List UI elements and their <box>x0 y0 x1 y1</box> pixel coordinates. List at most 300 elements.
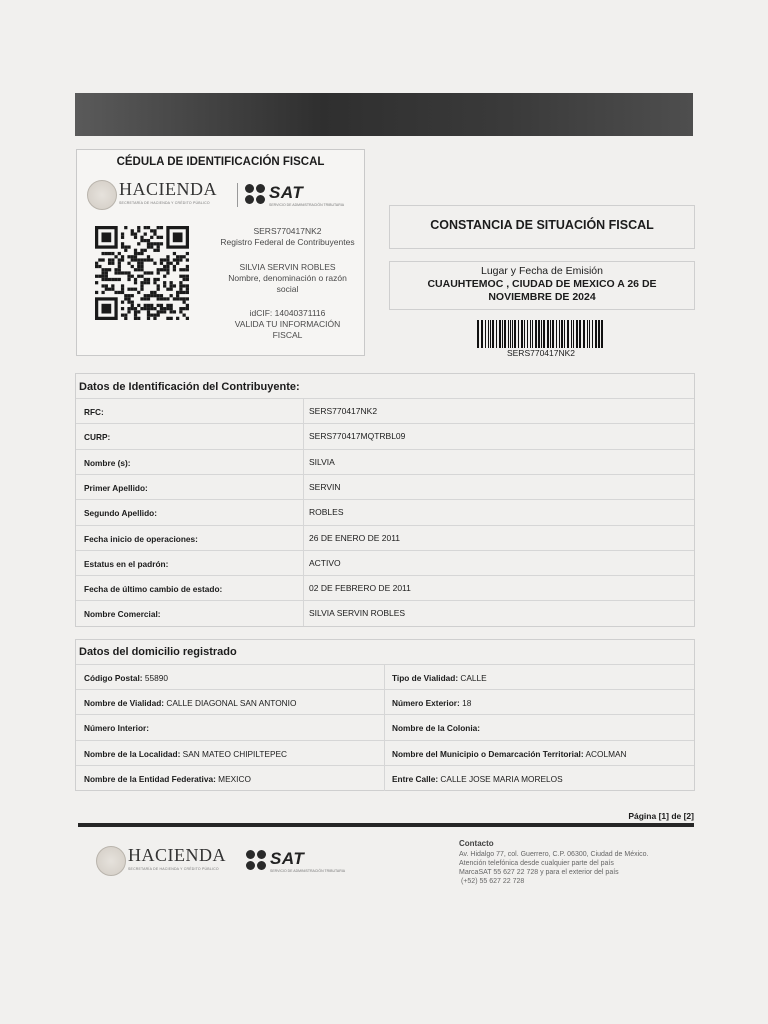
qr-module <box>147 239 150 242</box>
qr-module <box>121 258 124 261</box>
qr-module <box>118 262 121 265</box>
qr-module <box>114 255 117 258</box>
right-cell <box>392 673 487 683</box>
qr-module <box>131 304 134 307</box>
qr-module <box>153 291 156 294</box>
qr-finder-module <box>101 304 111 314</box>
table-row <box>76 423 694 449</box>
qr-module <box>157 284 160 287</box>
row-value: ACTIVO <box>309 557 341 568</box>
qr-module <box>183 314 186 317</box>
left-label: Nombre de la Entidad Federativa: <box>84 773 216 784</box>
qr-module <box>105 284 108 287</box>
qr-module <box>153 249 156 252</box>
row-label: RFC: <box>84 407 104 417</box>
barcode-bar <box>571 320 572 348</box>
qr-module <box>186 278 189 281</box>
footer-sat-logo-subtitle: SERVICIO DE ADMINISTRACIÓN TRIBUTARIA <box>270 869 346 873</box>
barcode-bar <box>601 320 603 348</box>
left-value: CALLE DIAGONAL SAN ANTONIO <box>166 698 297 709</box>
page-indicator: Página [1] de [2] <box>628 811 694 821</box>
right-cell <box>392 698 471 708</box>
qr-module <box>150 291 153 294</box>
qr-module <box>144 249 147 252</box>
barcode-bar <box>573 320 574 348</box>
left-label: Número Interior: <box>84 723 149 734</box>
qr-module <box>179 291 182 294</box>
qr-code[interactable] <box>95 226 189 320</box>
qr-module <box>95 275 98 278</box>
qr-module <box>140 249 143 252</box>
qr-module <box>118 252 121 255</box>
qr-module <box>179 297 182 300</box>
barcode-bar <box>490 320 491 348</box>
barcode-bar <box>576 320 578 348</box>
cedula-name-caption-2: social <box>276 284 299 294</box>
qr-module <box>170 294 173 297</box>
qr-module <box>166 304 169 307</box>
qr-module <box>108 278 111 281</box>
qr-module <box>121 236 124 239</box>
barcode-bar <box>561 320 563 348</box>
qr-module <box>137 291 140 294</box>
left-value: 55890 <box>144 673 168 683</box>
qr-module <box>124 297 127 300</box>
qr-module <box>137 275 140 278</box>
sat-logo-text: SAT <box>269 183 304 202</box>
qr-module <box>144 232 147 235</box>
barcode-bar <box>496 320 497 348</box>
lugar-line-2: NOVIEMBRE DE 2024 <box>488 291 596 303</box>
qr-module <box>153 229 156 232</box>
qr-module <box>186 275 189 278</box>
column-divider <box>303 576 304 601</box>
qr-module <box>163 307 166 310</box>
column-divider <box>303 551 304 576</box>
qr-module <box>176 294 179 297</box>
qr-module <box>176 255 179 258</box>
table-row <box>76 499 694 525</box>
qr-module <box>131 307 134 310</box>
qr-module <box>170 262 173 265</box>
qr-module <box>111 262 114 265</box>
qr-module <box>121 271 124 274</box>
qr-module <box>157 314 160 317</box>
qr-module <box>121 242 124 245</box>
barcode-bar <box>579 320 581 348</box>
qr-module <box>137 226 140 229</box>
qr-module <box>140 262 143 265</box>
qr-module <box>166 265 169 268</box>
qr-module <box>173 265 176 268</box>
qr-module <box>108 262 111 265</box>
barcode-bar <box>556 320 557 348</box>
barcode-bar <box>598 320 600 348</box>
qr-module <box>127 288 130 291</box>
qr-module <box>186 265 189 268</box>
footer-sat-logo-text: SAT <box>270 849 305 868</box>
qr-module <box>105 275 108 278</box>
qr-module <box>160 242 163 245</box>
qr-module <box>118 271 121 274</box>
qr-module <box>131 232 134 235</box>
constancia-box <box>389 205 695 249</box>
qr-finder-module <box>173 232 183 242</box>
qr-module <box>111 284 114 287</box>
qr-module <box>160 304 163 307</box>
qr-module <box>124 314 127 317</box>
contacto-line: Av. Hidalgo 77, col. Guerrero, C.P. 06300, Ciudad de México. <box>459 851 649 858</box>
left-cell <box>84 673 168 683</box>
qr-module <box>166 317 169 320</box>
right-label: Número Exterior: <box>392 698 460 709</box>
qr-module <box>183 268 186 271</box>
qr-module <box>134 278 137 281</box>
qr-module <box>137 265 140 268</box>
qr-module <box>147 271 150 274</box>
qr-module <box>157 294 160 297</box>
qr-module <box>131 258 134 261</box>
qr-module <box>140 258 143 261</box>
qr-module <box>173 258 176 261</box>
qr-module <box>144 271 147 274</box>
qr-module <box>147 258 150 261</box>
left-cell <box>84 749 287 759</box>
cedula-card <box>76 149 365 356</box>
qr-module <box>111 278 114 281</box>
row-label: Fecha inicio de operaciones: <box>84 533 198 544</box>
row-value: SERVIN <box>309 481 341 492</box>
qr-module <box>134 249 137 252</box>
cedula-valida-1: VALIDA TU INFORMACIÓN <box>234 319 341 329</box>
contacto-line: MarcaSAT 55 627 22 728 y para el exterior del país <box>459 869 619 876</box>
cedula-idcif: idCIF: 14040371116 <box>249 308 326 318</box>
qr-module <box>140 275 143 278</box>
qr-module <box>101 291 104 294</box>
qr-module <box>137 262 140 265</box>
qr-module <box>137 242 140 245</box>
qr-module <box>101 258 104 261</box>
row-label: Primer Apellido: <box>84 482 148 493</box>
logo-divider <box>237 183 238 207</box>
qr-module <box>147 297 150 300</box>
qr-module <box>170 310 173 313</box>
qr-module <box>166 271 169 274</box>
right-value: CALLE <box>460 673 487 683</box>
barcode-bar <box>502 320 503 348</box>
qr-module <box>153 242 156 245</box>
qr-module <box>150 271 153 274</box>
cedula-name: SILVIA SERVIN ROBLES <box>239 262 336 272</box>
qr-module <box>157 297 160 300</box>
qr-module <box>179 258 182 261</box>
qr-module <box>160 297 163 300</box>
qr-module <box>186 307 189 310</box>
qr-module <box>150 236 153 239</box>
column-divider <box>384 766 385 791</box>
qr-module <box>183 255 186 258</box>
qr-module <box>163 284 166 287</box>
qr-module <box>173 268 176 271</box>
left-label: Nombre de la Localidad: <box>84 748 181 759</box>
hacienda-logo-subtitle: SECRETARÍA DE HACIENDA Y CRÉDITO PÚBLICO <box>119 201 210 205</box>
right-cell <box>392 774 563 784</box>
qr-module <box>147 242 150 245</box>
qr-module <box>140 265 143 268</box>
qr-module <box>140 307 143 310</box>
qr-module <box>144 278 147 281</box>
qr-module <box>160 268 163 271</box>
qr-module <box>98 258 101 261</box>
row-label: Segundo Apellido: <box>84 508 157 519</box>
qr-module <box>176 258 179 261</box>
qr-module <box>157 304 160 307</box>
qr-module <box>127 245 130 248</box>
right-label: Nombre de la Colonia: <box>392 723 481 734</box>
barcode-bar <box>564 320 565 348</box>
qr-module <box>131 275 134 278</box>
lugar-value <box>402 278 682 304</box>
table-row <box>76 398 694 424</box>
barcode-bar <box>559 320 560 348</box>
qr-module <box>153 294 156 297</box>
footer-divider <box>78 823 694 827</box>
qr-module <box>137 229 140 232</box>
qr-module <box>173 310 176 313</box>
qr-module <box>150 304 153 307</box>
qr-module <box>179 268 182 271</box>
qr-module <box>163 297 166 300</box>
qr-module <box>101 268 104 271</box>
qr-module <box>150 258 153 261</box>
footer-hacienda-logo-text: HACIENDA <box>128 845 226 865</box>
qr-module <box>121 255 124 258</box>
lugar-line-1: CUAUHTEMOC , CIUDAD DE MEXICO A 26 DE <box>427 278 657 290</box>
qr-module <box>166 255 169 258</box>
contacto-title: Contacto <box>459 839 494 848</box>
row-value: 02 DE FEBRERO DE 2011 <box>309 583 411 594</box>
column-divider <box>384 741 385 766</box>
barcode-bar <box>485 320 486 348</box>
qr-module <box>95 262 98 265</box>
right-label: Entre Calle: <box>392 773 439 784</box>
qr-module <box>179 310 182 313</box>
qr-module <box>183 307 186 310</box>
qr-module <box>179 255 182 258</box>
sat-logo-subtitle: SERVICIO DE ADMINISTRACIÓN TRIBUTARIA <box>269 203 345 207</box>
qr-module <box>166 288 169 291</box>
right-value: 18 <box>462 698 472 709</box>
qr-module <box>147 314 150 317</box>
barcode-bar <box>499 320 501 348</box>
barcode-bar <box>552 320 554 348</box>
row-label: CURP: <box>84 432 111 443</box>
cedula-rfc-caption: Registro Federal de Contribuyentes <box>220 237 355 247</box>
qr-module <box>157 242 160 245</box>
qr-finder-module <box>101 232 111 242</box>
qr-module <box>131 288 134 291</box>
right-value: ACOLMAN <box>585 748 627 759</box>
qr-module <box>134 314 137 317</box>
barcode-bar <box>481 320 483 348</box>
qr-module <box>157 236 160 239</box>
barcode-bar <box>535 320 537 348</box>
row-label: Estatus en el padrón: <box>84 558 169 569</box>
qr-module <box>163 265 166 268</box>
qr-module <box>150 245 153 248</box>
hacienda-seal-icon <box>87 180 117 210</box>
barcode-bar <box>592 320 593 348</box>
qr-module <box>127 294 130 297</box>
qr-module <box>186 284 189 287</box>
barcode-bar <box>514 320 516 348</box>
barcode-bar <box>527 320 528 348</box>
qr-module <box>150 307 153 310</box>
qr-module <box>157 288 160 291</box>
qr-module <box>105 288 108 291</box>
qr-module <box>170 281 173 284</box>
qr-module <box>144 258 147 261</box>
barcode-text: SERS770417NK2 <box>506 348 576 358</box>
qr-module <box>121 232 124 235</box>
right-cell <box>392 749 627 759</box>
qr-module <box>157 310 160 313</box>
qr-module <box>144 294 147 297</box>
left-value: MEXICO <box>218 773 251 784</box>
cedula-rfc: SERS770417NK2 <box>253 226 322 236</box>
qr-module <box>183 278 186 281</box>
qr-module <box>105 268 108 271</box>
table-row <box>76 575 694 601</box>
table-row <box>76 689 694 715</box>
column-divider <box>384 715 385 740</box>
qr-module <box>121 314 124 317</box>
qr-module <box>147 255 150 258</box>
barcode-bar <box>567 320 569 348</box>
qr-module <box>134 317 137 320</box>
qr-module <box>118 278 121 281</box>
qr-module <box>111 258 114 261</box>
barcode-bar <box>530 320 531 348</box>
qr-module <box>157 245 160 248</box>
qr-module <box>160 262 163 265</box>
qr-module <box>121 284 124 287</box>
barcode-bar <box>543 320 545 348</box>
qr-module <box>118 258 121 261</box>
qr-module <box>186 252 189 255</box>
qr-module <box>153 262 156 265</box>
qr-module <box>121 288 124 291</box>
qr-module <box>108 258 111 261</box>
qr-module <box>157 226 160 229</box>
contribuyente-title: Datos de Identificación del Contribuyente: <box>79 381 300 393</box>
barcode-bar <box>547 320 549 348</box>
qr-module <box>108 288 111 291</box>
qr-module <box>137 258 140 261</box>
qr-module <box>140 236 143 239</box>
qr-module <box>179 284 182 287</box>
qr-module <box>183 275 186 278</box>
table-row <box>76 474 694 500</box>
qr-module <box>140 297 143 300</box>
qr-module <box>121 291 124 294</box>
qr-module <box>101 278 104 281</box>
right-value: CALLE JOSE MARIA MORELOS <box>440 773 563 784</box>
qr-module <box>147 278 150 281</box>
barcode-bar <box>492 320 494 348</box>
qr-module <box>124 245 127 248</box>
qr-module <box>95 281 98 284</box>
qr-module <box>140 284 143 287</box>
qr-module <box>157 249 160 252</box>
qr-module <box>101 275 104 278</box>
barcode-bar <box>477 320 479 348</box>
qr-module <box>131 294 134 297</box>
qr-module <box>127 310 130 313</box>
qr-module <box>137 304 140 307</box>
qr-module <box>144 239 147 242</box>
column-divider <box>303 450 304 475</box>
qr-module <box>147 317 150 320</box>
qr-module <box>137 252 140 255</box>
header-dark-band <box>75 93 693 136</box>
qr-module <box>134 281 137 284</box>
qr-module <box>121 301 124 304</box>
cedula-title: CÉDULA DE IDENTIFICACIÓN FISCAL <box>116 156 325 168</box>
row-value: SILVIA SERVIN ROBLES <box>309 608 406 619</box>
qr-module <box>179 281 182 284</box>
right-label: Tipo de Vialidad: <box>392 673 459 683</box>
barcode-bar <box>595 320 597 348</box>
row-value: 26 DE ENERO DE 2011 <box>309 532 401 543</box>
column-divider <box>384 665 385 690</box>
table-row <box>76 765 694 791</box>
barcode <box>476 320 606 348</box>
qr-module <box>183 301 186 304</box>
qr-module <box>144 304 147 307</box>
qr-module <box>134 307 137 310</box>
qr-module <box>124 249 127 252</box>
qr-module <box>121 245 124 248</box>
left-label: Nombre de Vialidad: <box>84 698 165 709</box>
qr-module <box>118 265 121 268</box>
qr-module <box>170 307 173 310</box>
qr-module <box>160 294 163 297</box>
qr-module <box>183 284 186 287</box>
lugar-fecha-box <box>389 261 695 310</box>
qr-module <box>134 310 137 313</box>
qr-module <box>144 281 147 284</box>
qr-module <box>147 281 150 284</box>
qr-module <box>150 294 153 297</box>
qr-module <box>111 252 114 255</box>
barcode-bar <box>518 320 519 348</box>
qr-module <box>131 265 134 268</box>
qr-module <box>127 255 130 258</box>
footer-sat-dots-icon <box>246 850 268 872</box>
qr-module <box>108 252 111 255</box>
left-cell <box>84 698 296 708</box>
row-label: Fecha de último cambio de estado: <box>84 584 223 595</box>
qr-module <box>147 226 150 229</box>
qr-module <box>127 278 130 281</box>
qr-module <box>166 307 169 310</box>
qr-module <box>147 245 150 248</box>
left-cell <box>84 723 149 733</box>
qr-module <box>166 262 169 265</box>
domicilio-title: Datos del domicilio registrado <box>79 646 237 658</box>
qr-module <box>105 252 108 255</box>
